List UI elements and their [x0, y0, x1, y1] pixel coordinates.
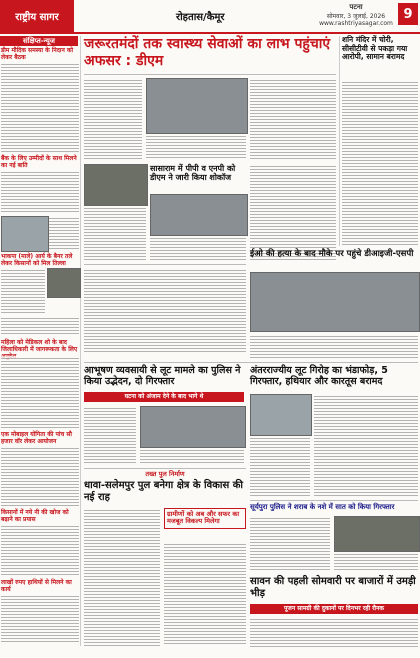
bridge-body: [84, 508, 160, 646]
brief-body: [1, 594, 79, 644]
paper-name: पटना: [349, 3, 363, 11]
divider: [84, 264, 246, 265]
liquor-arrest-headline: सूर्यपुरा पुलिस ने शराब के नशे में सात को किया गिरफ्तार: [250, 503, 395, 511]
site-url: www.rashtriyasagar.com: [319, 20, 393, 27]
jeweller-loot-photo: [140, 406, 246, 448]
bridge-kicker: तख्त पुल निर्माण: [145, 470, 185, 478]
brief-photo: [47, 268, 81, 298]
brief-headline: महिला को मेडिकल शो के बाद जिलाधिकारी में जागरूकता के लिए: [1, 339, 78, 353]
sawan-market-kicker: पूजन सामग्री की दुकानों पर दिनभर रही रौनक: [250, 604, 418, 614]
brief-headline: डीम मौदिक समस्या के निदान को लेकर बैठक: [1, 47, 74, 61]
lead-body: [84, 78, 142, 160]
page-number: 9: [398, 3, 418, 25]
divider: [84, 362, 418, 363]
lead-body: [250, 78, 336, 160]
lead-headline: जरूरतमंदों तक स्वास्थ्य सेवाओं का लाभ पहुंचाएं अफसर : डीएम: [84, 36, 331, 69]
liquor-arrest-body: [334, 552, 418, 572]
brief-headline: बैंक के लिए उम्मीदों के साथ मिलने का नई बाति: [1, 155, 77, 169]
bridge-headline: धावा-सलेमपुर पुल बनेगा क्षेत्र के विकास की नई राह: [84, 480, 243, 503]
brief-body: [1, 268, 45, 314]
sawan-market-headline: सावन की पहली सोमवारी पर बाजारों में उमड़ी भीड़: [250, 576, 416, 599]
sasaram-headline: सासाराम में पीपी व एनपी को डीएम ने जारी किया शोकॉज: [150, 164, 236, 183]
sawan-market-body: [250, 617, 418, 647]
jeweller-loot-kicker: घटना को अंजाम देने के बाद भागे थे: [84, 392, 244, 402]
sasaram-photo: [150, 194, 248, 236]
masthead-rule: [0, 32, 420, 34]
divider: [84, 468, 246, 469]
column-divider: [80, 36, 81, 646]
story-body: [84, 268, 246, 352]
brief-body: [1, 356, 79, 428]
brief-headline: किसानों में नये नी की खोज को बढ़ाने का प्रयास: [1, 509, 69, 523]
district-title: रोहतास/कैमूर: [176, 12, 225, 23]
column-divider: [339, 36, 340, 246]
brief-body: [49, 216, 79, 250]
temple-theft-headline: शनि मंदिर में चोरी, सीसीटीवी से पकड़ा गया आरोपी, सामान बरामद: [342, 35, 408, 62]
section-title: राष्ट्रीय सागर: [0, 0, 74, 32]
brief-body: [1, 170, 79, 214]
sasaram-body: [84, 206, 146, 262]
temple-theft-body: [342, 80, 418, 246]
story-photo: [84, 164, 148, 206]
lead-body: [146, 134, 246, 160]
brief-body: [1, 62, 79, 152]
liquor-arrest-body: [250, 516, 330, 572]
brief-body: [1, 316, 79, 336]
story-body: [250, 164, 336, 262]
brief-body: [1, 446, 79, 506]
eo-body: [250, 334, 418, 360]
brief-headline: भाकपा (माले) आर्य के बैनर तले लेकर किसानों को मिल तिल्ला: [1, 253, 73, 267]
liquor-arrest-photo: [334, 516, 420, 552]
interstate-body: [250, 436, 310, 496]
brief-headline: एक मोबाइल योगिता की पांच सौ हजार वॉर लेकर आयोजन: [1, 431, 72, 445]
bridge-callout: ग्रामीणों को अब और सफर का मजबूत विकल्प मिलेगा: [164, 508, 246, 529]
lead-photo: [146, 78, 248, 134]
interstate-photo: [250, 394, 312, 436]
eo-murder-headline: ईओ की हत्या के बाद मौके पर पहुंचे डीआइजी-एसपी: [250, 249, 414, 259]
divider: [84, 74, 336, 75]
jeweller-loot-body: [84, 406, 136, 464]
interstate-gang-headline: अंतरराज्यीय लूट गिरोह का भंडाफोड़, 5 गिरफ्तार, हथियार और कारतूस बरामद: [250, 365, 388, 387]
jeweller-loot-body: [140, 448, 244, 464]
interstate-body: [314, 394, 418, 496]
brief-headline: लाखों रुपए हाथियों से मिलने का कार्य: [1, 579, 72, 593]
bridge-body: [164, 542, 246, 646]
jeweller-loot-headline: आभूषण व्यवसायी से लूट मामले का पुलिस ने किया उद्भेदन, दो गिरफ्तार: [84, 365, 241, 387]
briefs-section-label: संक्षिप्त-न्यूज: [0, 36, 78, 46]
brief-photo: [1, 216, 49, 252]
brief-body: [1, 524, 79, 576]
divider: [250, 500, 418, 501]
date-line: सोमवार, 3 जुलाई, 2026: [326, 13, 386, 20]
eo-photo: [250, 272, 420, 332]
edition-info: [314, 3, 398, 29]
masthead: [0, 0, 420, 32]
sasaram-body: [150, 236, 246, 262]
